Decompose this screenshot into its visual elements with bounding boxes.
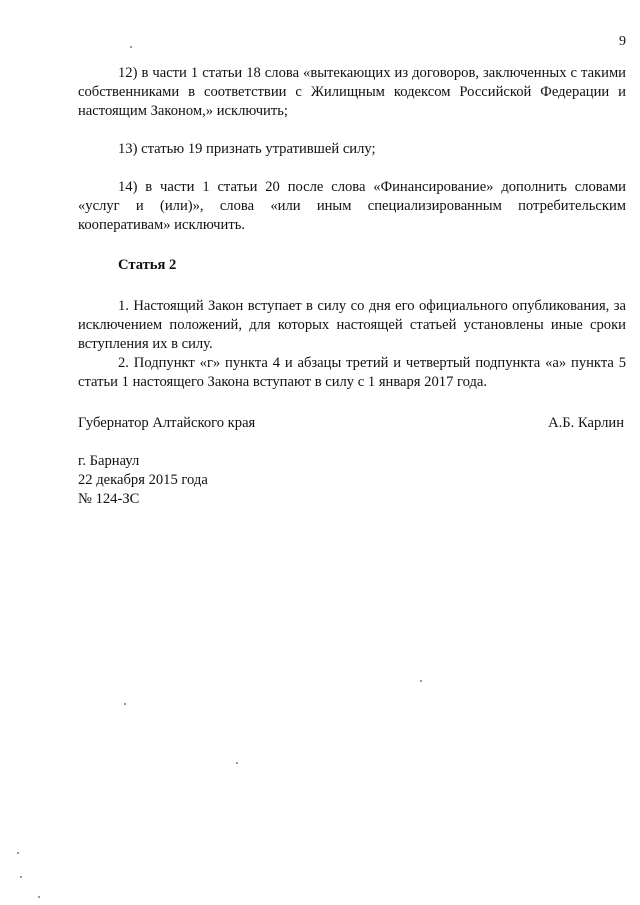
- page-number: 9: [619, 34, 626, 49]
- scan-speck: [130, 46, 132, 48]
- article-2-heading: Статья 2: [118, 257, 177, 273]
- list-item-12: 12) в части 1 статьи 18 слова «вытекающих из договоров, заключенных с такими собственниками в соответствии с Жилищным кодексом Российской Федерации и настоящим Законом,» исключить;: [78, 65, 626, 119]
- list-item-14: 14) в части 1 статьи 20 после слова «Финансирование» дополнить словами «услуг и (или)», слова «или иным специализированным потребительским кооперативам» исключить.: [78, 179, 626, 233]
- place-date-block: [78, 452, 208, 509]
- date: 22 декабря 2015 года: [78, 472, 208, 488]
- scan-speck: [20, 876, 22, 878]
- scan-speck: [236, 762, 238, 764]
- list-item-13: 13) статью 19 признать утратившей силу;: [118, 141, 376, 157]
- signatory-position: Губернатор Алтайского края: [78, 415, 256, 431]
- scan-speck: [124, 703, 126, 705]
- signatory-name: А.Б. Карлин: [548, 415, 624, 431]
- scan-speck: [38, 896, 40, 898]
- article-2-paragraph-1: 1. Настоящий Закон вступает в силу со дня его официального опубликования, за исключением положений, для которых настоящей статьей установлены иные сроки вступления их в силу.: [78, 298, 626, 352]
- law-number: № 124-ЗС: [78, 491, 140, 507]
- scan-speck: [420, 680, 422, 682]
- signature-block: [78, 414, 624, 433]
- scan-speck: [17, 852, 19, 854]
- document-body: [78, 64, 626, 392]
- place: г. Барнаул: [78, 453, 140, 469]
- article-2-paragraph-2: 2. Подпункт «г» пункта 4 и абзацы третий и четвертый подпункта «а» пункта 5 статьи 1 настоящего Закона вступают в силу с 1 января 2017 года.: [78, 355, 626, 390]
